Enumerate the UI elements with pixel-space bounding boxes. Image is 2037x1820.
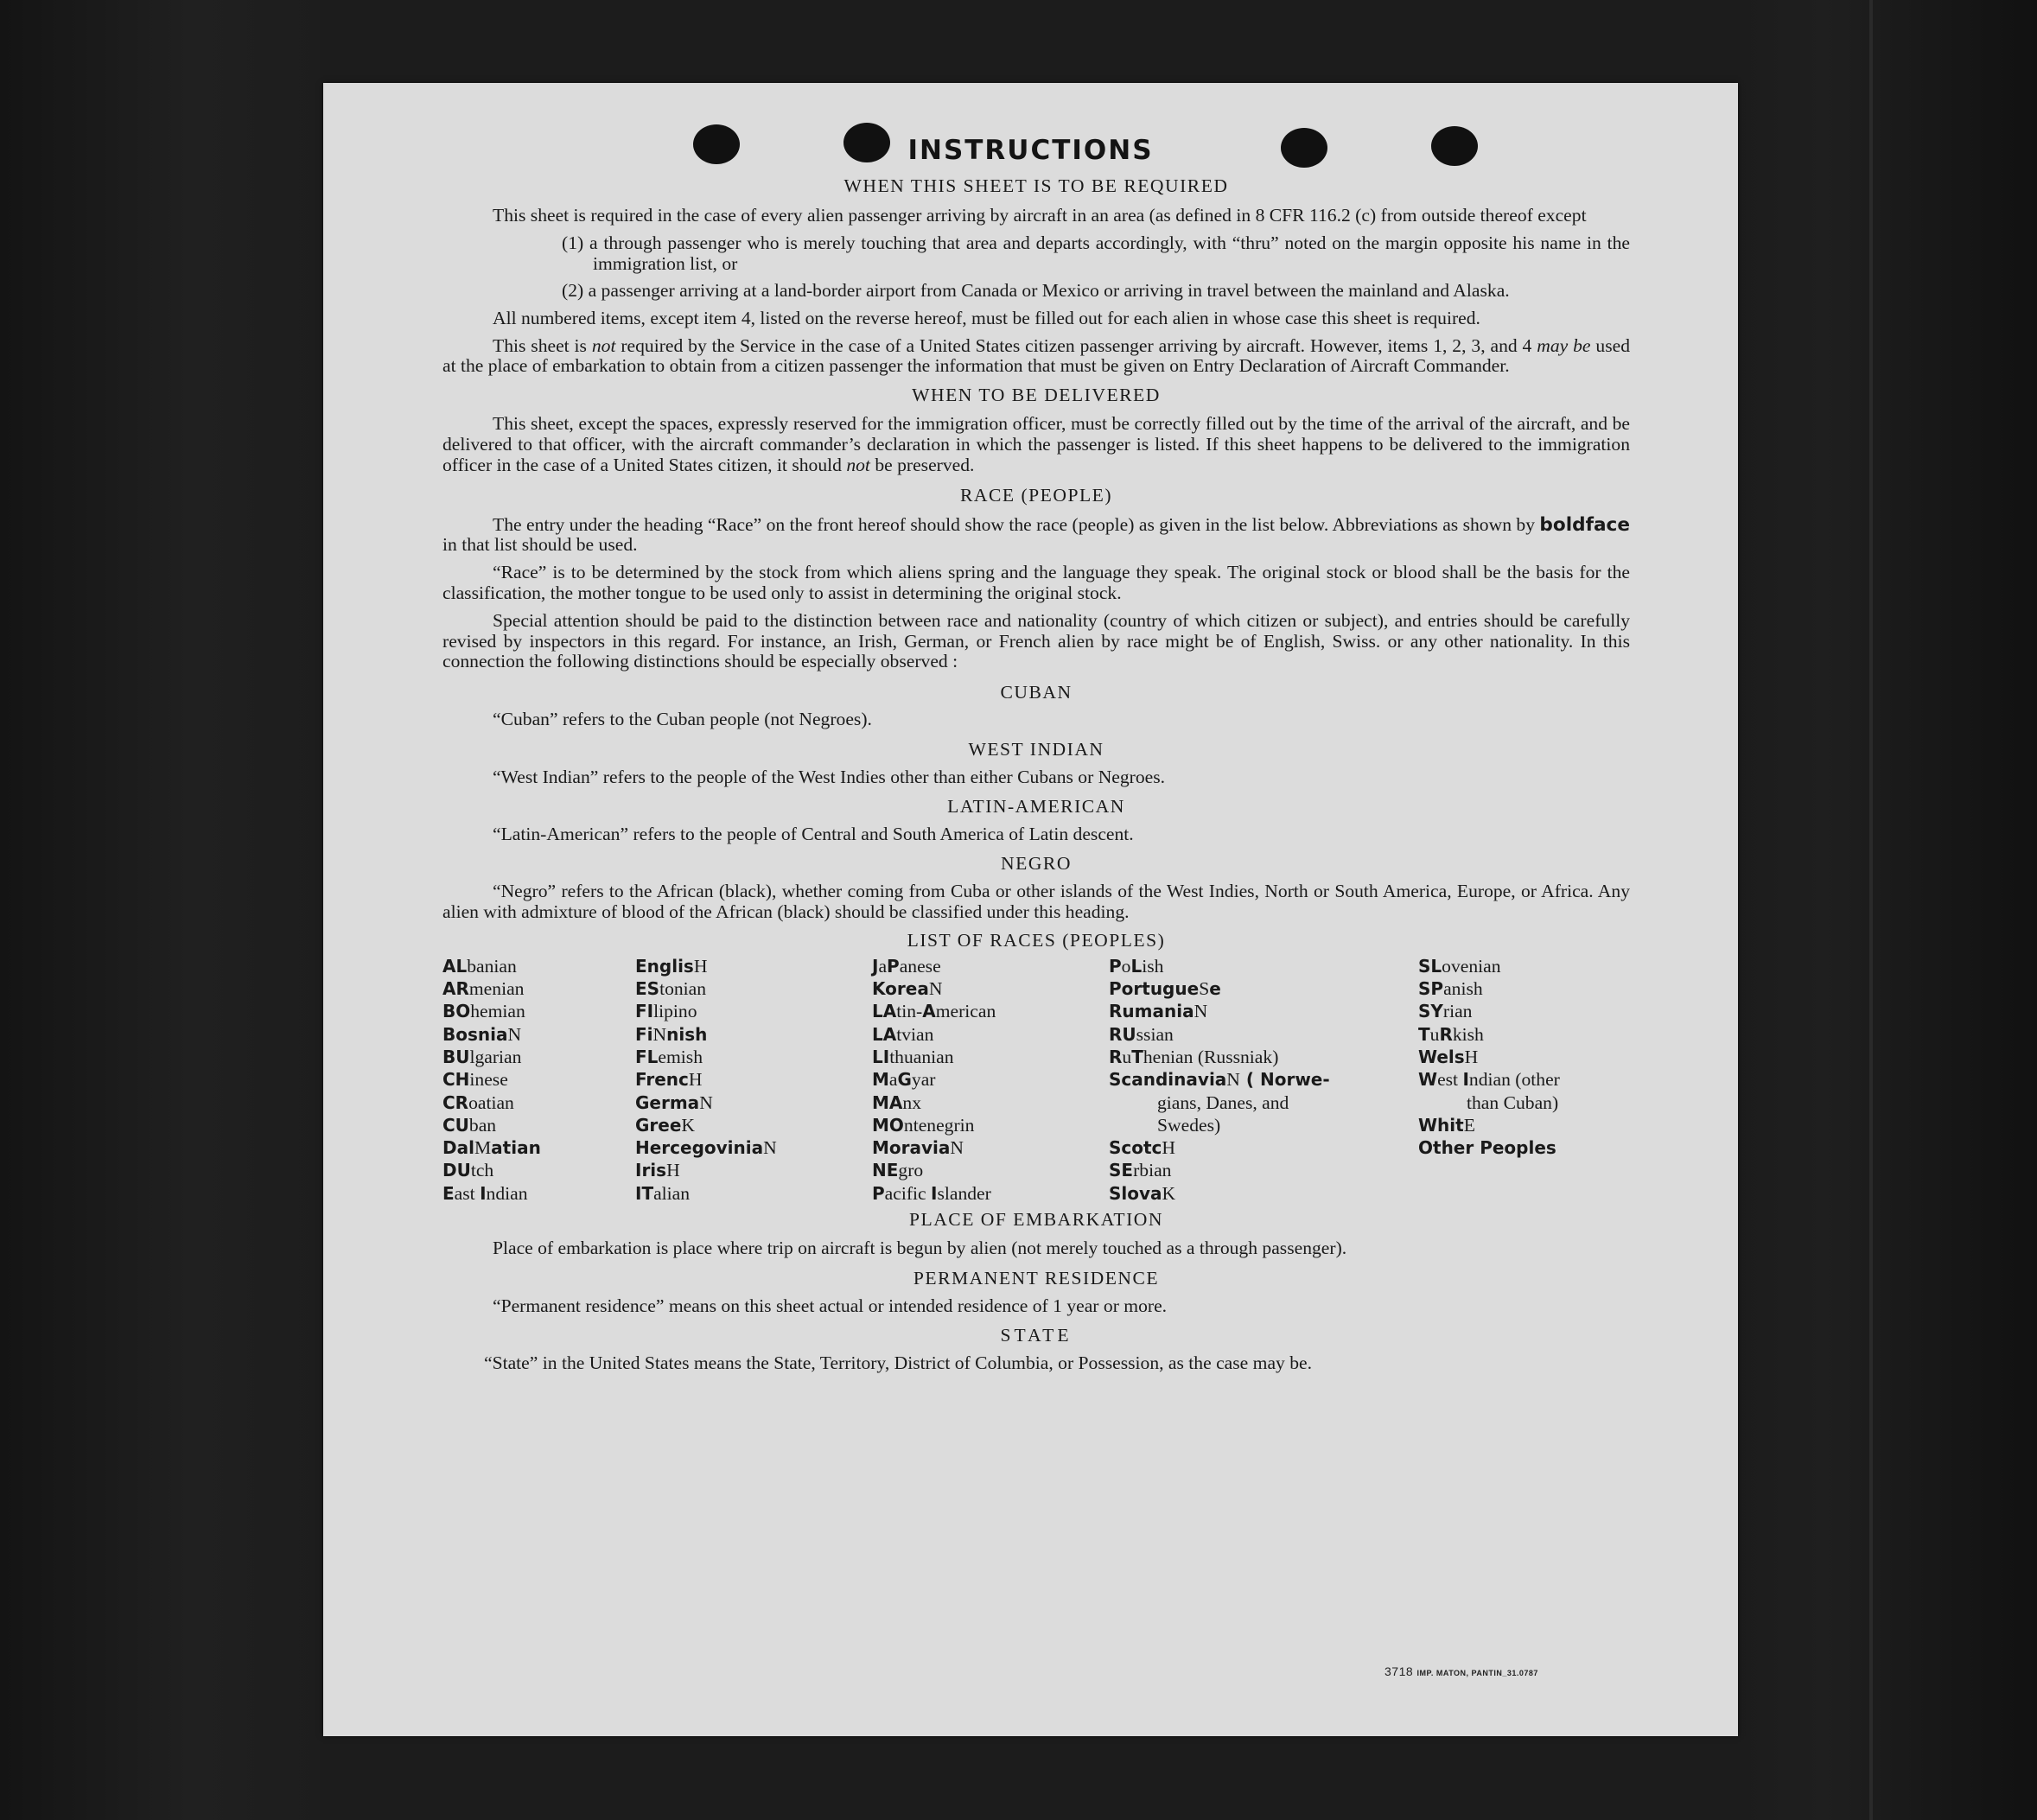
race-entry: KoreaN (872, 978, 943, 1000)
heading-permanent-residence: PERMANENT RESIDENCE (913, 1268, 1160, 1289)
race-entry: RUssian (1109, 1023, 1174, 1045)
definition-west-indian: “West Indian” refers to the people of the West Indies other than either Cubans or Negroes. (493, 766, 1166, 787)
race-abbrev: Gree (635, 1114, 682, 1136)
race-entry: DalMatian (442, 1137, 541, 1159)
race-entry: TuRkish (1418, 1023, 1484, 1045)
race-abbrev: P (872, 1182, 885, 1204)
race-abbrev: SY (1418, 1001, 1443, 1022)
race-abbrev: Slova (1109, 1182, 1162, 1204)
race-abbrev: LA (872, 1001, 897, 1022)
race-entry: FrencH (635, 1069, 703, 1091)
scan-streak (1869, 0, 1873, 1820)
race-entry: WelsH (1418, 1047, 1479, 1067)
definition-negro: “Negro” refers to the African (black), whether coming from Cuba or other islands of the West Indies, North or South America, Europe, or Africa. Any alien with admixture of blood of the African (black) should be classified under this heading. (442, 881, 1630, 922)
race-entry: MOntenegrin (872, 1114, 975, 1136)
paragraph-race-nationality: Special attention should be paid to the distinction between race and nationality (country of which citizen or subject), and entries should be carefully revised by inspectors in this regard. For instance, an Irish, German, or French alien by race might be of English, Swiss. or any other nationality. In this connection the following distinctions should be especially observed : (442, 610, 1630, 672)
race-abbrev: M (872, 1069, 889, 1091)
race-abbrev: IT (635, 1182, 654, 1204)
race-entry: SYrian (1418, 1001, 1473, 1022)
race-abbrev: Englis (635, 955, 694, 977)
race-abbrev: CU (442, 1114, 469, 1136)
race-abbrev: A (922, 1001, 936, 1022)
italic-text: not (846, 454, 870, 475)
exception-item-1: (1) a through passenger who is merely touching that area and departs accordingly, with “thru” noted on the margin opposite his name in the immigration list, or (562, 232, 1630, 274)
race-entry: FLemish (635, 1047, 703, 1067)
race-abbrev: Moravia (872, 1137, 951, 1159)
race-abbrev: LA (872, 1023, 897, 1045)
race-entry: ARmenian (442, 978, 525, 1000)
race-abbrev: L (1130, 955, 1143, 977)
race-entry: MaGyar (872, 1069, 936, 1091)
document-page (323, 83, 1738, 1736)
race-entry: East Indian (442, 1182, 528, 1204)
page-title: INSTRUCTIONS (907, 135, 1154, 166)
race-abbrev: R (1439, 1023, 1453, 1045)
text-run: This sheet, except the spaces, expressly reserved for the immigration officer, must be correctly filled out by the time of the arrival of the aircraft, and be delivered to that officer, with the aircraft commander’s declaration in which the passenger is listed. If this sheet happens to be delivered to the immigration officer in the case of a United States citizen, it should (442, 413, 1630, 475)
scan-background-right (1735, 0, 2037, 1820)
race-entry: MoraviaN (872, 1137, 964, 1159)
race-entry: SErbian (1109, 1160, 1172, 1181)
race-entry: PoLish (1109, 955, 1164, 977)
race-abbrev: Dal (442, 1137, 474, 1159)
text-run: used at the place of embarkation to obtain from a citizen passenger the information that must be given on Entry Declaration of Aircraft Commander. (442, 334, 1631, 377)
printer-mark: IMP. MATON, PANTIN_31.0787 (1416, 1669, 1538, 1677)
bold-text: boldface (1539, 513, 1630, 536)
instructions-body (442, 176, 1630, 1374)
race-abbrev: FL (635, 1047, 659, 1067)
race-entry: HercegoviniaN (635, 1137, 777, 1159)
race-abbrev: ( Norwe- (1239, 1069, 1330, 1091)
race-entry: MAnx (872, 1091, 921, 1113)
race-abbrev: e (1209, 978, 1221, 1000)
race-abbrev: Rumania (1109, 1001, 1194, 1022)
race-entry: IrisH (635, 1160, 680, 1181)
race-entry: GermaN (635, 1091, 713, 1113)
race-abbrev: P (1109, 955, 1122, 977)
paragraph-race-stock: “Race” is to be determined by the stock from which aliens spring and the language they speak. The original stock or blood shall be the basis for the classification, the mother tongue to be used only to assist in determining the original stock. (442, 561, 1630, 603)
text-run: required by the Service in the case of a United States citizen passenger arriving by aircraft. However, items 1, 2, 3, and 4 (615, 334, 1537, 356)
race-abbrev: MA (872, 1091, 903, 1113)
heading-state: STATE (1000, 1325, 1073, 1346)
race-abbrev: P (887, 955, 900, 977)
heading-negro: NEGRO (1001, 853, 1072, 875)
race-abbrev: Scotc (1109, 1137, 1162, 1159)
race-abbrev: CR (442, 1091, 469, 1113)
race-abbrev: Korea (872, 978, 929, 1000)
heading-race: RACE (PEOPLE) (959, 485, 1113, 506)
race-entry (1418, 1136, 1630, 1159)
race-abbrev: Fi (635, 1023, 653, 1045)
race-entry: DUtch (442, 1160, 494, 1181)
race-entry: SLovenian (1418, 955, 1501, 977)
race-abbrev: CH (442, 1069, 470, 1091)
definition-residence: “Permanent residence” means on this sheet actual or intended residence of 1 year or more. (493, 1295, 1168, 1316)
race-abbrev: RU (1109, 1023, 1136, 1045)
text-run: This sheet is (493, 334, 592, 356)
race-entry: BOhemian (442, 1001, 525, 1022)
paragraph-citizen (442, 336, 1630, 377)
race-abbrev: I (480, 1182, 487, 1204)
heading-place-of-embarkation: PLACE OF EMBARKATION (909, 1209, 1163, 1231)
heading-when-required: WHEN THIS SHEET IS TO BE REQUIRED (843, 175, 1229, 196)
race-entry: PortugueSe (1109, 978, 1221, 1000)
heading-cuban: CUBAN (1000, 681, 1073, 703)
race-abbrev: T (1131, 1047, 1143, 1067)
paragraph-numbered-items: All numbered items, except item 4, listed on the reverse hereof, must be filled out for each alien in whose case this sheet is required. (493, 307, 1480, 328)
heading-list-of-races: LIST OF RACES (PEOPLES) (907, 930, 1166, 951)
race-entry: EStonian (635, 978, 707, 1000)
race-abbrev: BU (442, 1047, 470, 1067)
text-run: The entry under the heading “Race” on the front hereof should show the race (people) as given in the list below. Abbreviations as shown by (493, 513, 1540, 535)
race-entry: LAtvian (872, 1023, 934, 1045)
race-abbrev: AR (442, 978, 469, 1000)
race-abbrev: SL (1418, 955, 1442, 977)
race-abbrev: Other Peoples (1418, 1137, 1556, 1159)
race-entry: gians, Danes, and (1157, 1091, 1289, 1113)
races-column (1418, 955, 1630, 1205)
race-abbrev: SP (1418, 978, 1444, 1000)
race-entry: Pacific Islander (872, 1182, 991, 1204)
race-entry: SlovaK (1109, 1182, 1176, 1204)
race-entry: FiNnish (635, 1023, 708, 1045)
scan-background-left (0, 0, 320, 1820)
paragraph-required: This sheet is required in the case of every alien passenger arriving by aircraft in an area (as defined in 8 CFR 116.2 (c) from outside thereof except (493, 204, 1587, 226)
race-entry: FIlipino (635, 1001, 697, 1022)
race-entry: BUlgarian (442, 1047, 522, 1067)
race-abbrev: FI (635, 1001, 654, 1022)
race-entry: SPanish (1418, 978, 1483, 1000)
heading-when-delivered: WHEN TO BE DELIVERED (912, 384, 1161, 405)
race-abbrev: Wels (1418, 1047, 1465, 1067)
race-abbrev: ES (635, 978, 660, 1000)
paragraph-race-entry (442, 515, 1630, 556)
race-abbrev: Germa (635, 1091, 700, 1113)
race-entry: CRoatian (442, 1091, 514, 1113)
italic-text: may be (1537, 334, 1591, 356)
race-entry: GreeK (635, 1114, 696, 1136)
race-abbrev: G (897, 1069, 912, 1091)
paragraph-delivered (442, 414, 1630, 475)
race-abbrev: T (1418, 1023, 1430, 1045)
race-abbrev: R (1109, 1047, 1123, 1067)
text-run: be preserved. (869, 454, 975, 475)
race-abbrev: I (931, 1182, 938, 1204)
race-entry: Swedes) (1157, 1114, 1221, 1136)
race-abbrev: Hercegovinia (635, 1137, 764, 1159)
race-abbrev: E (442, 1182, 455, 1204)
race-entry: LIthuanian (872, 1047, 954, 1067)
race-entry: ALbanian (442, 955, 517, 977)
race-abbrev: LI (872, 1047, 890, 1067)
italic-text: not (591, 334, 616, 356)
race-abbrev: Portugue (1109, 978, 1200, 1000)
race-abbrev: MO (872, 1114, 904, 1136)
race-entry: JaPanese (872, 955, 941, 977)
races-list (442, 955, 1630, 1205)
heading-west-indian: WEST INDIAN (968, 739, 1104, 760)
definition-embarkation: Place of embarkation is place where trip on aircraft is begun by alien (not merely touched as a through passenger). (493, 1237, 1347, 1258)
race-abbrev: Iris (635, 1160, 667, 1181)
race-abbrev: Whit (1418, 1114, 1464, 1136)
race-abbrev: SE (1109, 1160, 1134, 1181)
race-abbrev: BO (442, 1001, 471, 1022)
heading-latin-american: LATIN-AMERICAN (947, 796, 1125, 818)
race-entry: CHinese (442, 1069, 508, 1091)
race-abbrev: J (872, 955, 879, 977)
race-entry: ScandinaviaN ( Norwe- (1109, 1069, 1330, 1091)
race-entry: BosniaN (442, 1023, 522, 1045)
race-entry: RumaniaN (1109, 1001, 1208, 1022)
race-abbrev: W (1418, 1069, 1438, 1091)
text-run: in that list should be used. (442, 534, 638, 556)
race-entry: RuThenian (Russniak) (1109, 1047, 1279, 1067)
race-abbrev: Bosnia (442, 1023, 508, 1045)
race-entry: ScotcH (1109, 1137, 1176, 1159)
race-abbrev: nish (666, 1023, 708, 1045)
race-entry: ITalian (635, 1182, 691, 1204)
race-abbrev: AL (442, 955, 468, 977)
race-entry: WhitE (1418, 1114, 1475, 1136)
race-entry: than Cuban) (1467, 1091, 1559, 1113)
race-abbrev: NE (872, 1160, 899, 1181)
race-entry: West Indian (other (1418, 1069, 1560, 1091)
race-entry: LAtin-American (872, 1001, 996, 1022)
form-number: 3718 (1385, 1664, 1414, 1678)
race-abbrev: Scandinavia (1109, 1069, 1227, 1091)
races-column (1109, 955, 1418, 1205)
races-column (635, 955, 872, 1205)
races-column (442, 955, 635, 1205)
race-entry: EnglisH (635, 955, 708, 977)
race-entry: NEgro (872, 1160, 924, 1181)
race-abbrev: atian (491, 1137, 541, 1159)
exception-item-2: (2) a passenger arriving at a land-border airport from Canada or Mexico or arriving in travel between the mainland and Alaska. (562, 280, 1510, 302)
race-abbrev: DU (442, 1160, 471, 1181)
form-footer (1385, 1664, 1538, 1678)
race-abbrev: Frenc (635, 1069, 689, 1091)
race-entry: CUban (442, 1114, 497, 1136)
races-column (872, 955, 1109, 1205)
definition-state: “State” in the United States means the State, Territory, District of Columbia, or Possession, as the case may be. (484, 1352, 1313, 1374)
definition-latin-american: “Latin-American” refers to the people of Central and South America of Latin descent. (493, 823, 1134, 844)
definition-cuban: “Cuban” refers to the Cuban people (not Negroes). (493, 709, 872, 730)
race-abbrev: I (1462, 1069, 1469, 1091)
